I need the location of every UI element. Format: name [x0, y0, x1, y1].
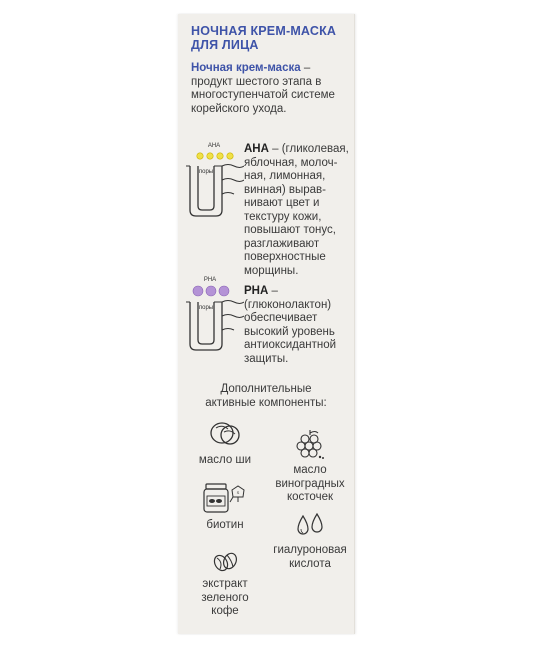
page-title: [191, 24, 351, 52]
title-line-1: НОЧНАЯ КРЕМ-МАСКА: [191, 24, 337, 38]
pha-dot: [219, 286, 229, 296]
pha-dot: [193, 286, 203, 296]
intro-text: – продукт шестого этапа в многоступенчатой системе корейского ухода.: [191, 62, 335, 115]
intro-highlight: Ночная крем-маска: [191, 62, 301, 74]
aha-text: – (гликолевая, яблочная, молоч-ная, лимонная, винная) вырав-нивают цвет и текстуру кожи, повышают тонус, разглаживают поверхностные морщины.: [244, 143, 349, 277]
pha-pore-illustration: [186, 274, 244, 354]
aha-pore-illustration: [186, 140, 244, 220]
pha-description: [244, 285, 356, 366]
pha-dot: [206, 286, 216, 296]
aha-dot: [207, 153, 213, 159]
shea-butter-icon: [208, 418, 242, 448]
component-label: экстракт зеленого кофе: [201, 578, 249, 617]
pha-badge-text: PHA: [203, 277, 217, 283]
pha-pore-label: поры: [198, 305, 214, 311]
aha-pore-icon: [186, 140, 244, 220]
component-green-coffee: [190, 550, 260, 619]
grape-icon: [295, 428, 325, 460]
component-label: масло ши: [198, 454, 252, 466]
aha-description: [244, 143, 356, 278]
aha-dot: [217, 153, 223, 159]
extra-components-title: [182, 383, 350, 410]
aha-dot: [227, 153, 233, 159]
component-shea-butter: [190, 418, 260, 468]
component-label: биотин: [206, 519, 244, 531]
coffee-bean-icon: [212, 550, 238, 574]
title-line-2: ДЛЯ ЛИЦА: [191, 38, 259, 52]
pha-pore-icon: [186, 274, 244, 354]
pha-text: – (глюконолактон) обеспечивает высокий уровень антиоксидантной защиты.: [244, 285, 337, 365]
drops-icon: [293, 512, 327, 538]
extra-title-line-1: Дополнительные: [220, 383, 312, 395]
aha-badge-text: АНА: [207, 143, 221, 149]
component-label: масло виноградных косточек: [275, 464, 345, 503]
component-hyaluronic-acid: [262, 512, 358, 571]
extra-title-line-2: активные компоненты:: [205, 396, 327, 409]
aha-name: AHA: [244, 143, 269, 155]
aha-pore-label: поры: [198, 169, 214, 175]
pha-name: PHA: [244, 285, 269, 297]
aha-dot: [197, 153, 203, 159]
component-label: гиалуроновая кислота: [273, 544, 347, 570]
svg-text:S: S: [236, 490, 240, 495]
intro-paragraph: [191, 62, 351, 116]
component-biotin: [190, 480, 260, 533]
component-grape: [270, 428, 350, 505]
biotin-jar-icon: [202, 480, 248, 514]
